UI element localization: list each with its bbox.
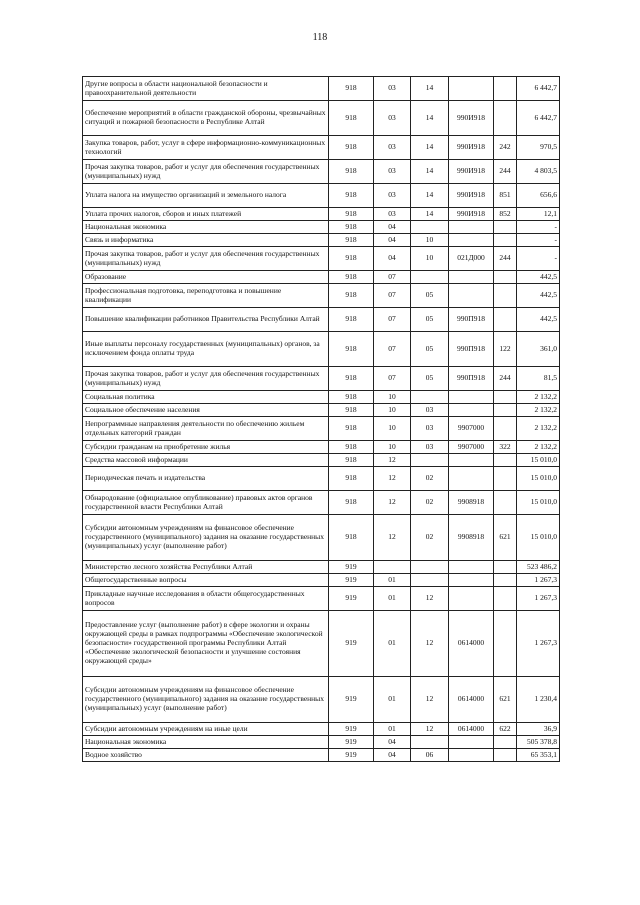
cell-section: 07 — [374, 271, 411, 284]
cell-subsection: 14 — [411, 77, 449, 101]
cell-expense-type: 852 — [494, 208, 517, 221]
cell-section: 03 — [374, 101, 411, 136]
cell-section: 07 — [374, 367, 411, 391]
cell-ministry-code: 919 — [329, 736, 374, 749]
cell-expense-type: 621 — [494, 677, 517, 723]
table-row — [83, 574, 560, 587]
table-row — [83, 234, 560, 247]
table-row — [83, 723, 560, 736]
cell-target-item: 9907000 — [449, 417, 494, 441]
cell-section: 01 — [374, 574, 411, 587]
cell-name: Социальное обеспечение населения — [83, 404, 329, 417]
table-row — [83, 677, 560, 723]
table-row — [83, 308, 560, 332]
cell-expense-type: 851 — [494, 184, 517, 208]
cell-subsection — [411, 454, 449, 467]
cell-ministry-code: 918 — [329, 467, 374, 491]
cell-subsection — [411, 574, 449, 587]
cell-expense-type — [494, 574, 517, 587]
table-row — [83, 208, 560, 221]
cell-ministry-code: 918 — [329, 160, 374, 184]
cell-section: 03 — [374, 77, 411, 101]
cell-expense-type: 242 — [494, 136, 517, 160]
cell-name: Предоставление услуг (выполнение работ) в сфере экологии и охраны окружающей среды в рамках подпрограммы «Обеспечение экологической безопасности» государственной программы Республики Алтай «Обеспечение экологической безопасности и улучшение состояния окружающей среды» — [83, 611, 329, 677]
cell-subsection: 05 — [411, 332, 449, 367]
cell-subsection: 03 — [411, 441, 449, 454]
cell-expense-type — [494, 736, 517, 749]
cell-ministry-code: 918 — [329, 515, 374, 561]
cell-section: 03 — [374, 136, 411, 160]
cell-section: 04 — [374, 221, 411, 234]
cell-ministry-code: 918 — [329, 417, 374, 441]
table-row — [83, 611, 560, 677]
cell-amount: 6 442,7 — [517, 101, 560, 136]
cell-amount: 1 267,3 — [517, 611, 560, 677]
cell-ministry-code: 918 — [329, 271, 374, 284]
cell-target-item: 021Д000 — [449, 247, 494, 271]
cell-amount: 15 010,0 — [517, 467, 560, 491]
cell-target-item: 0614000 — [449, 677, 494, 723]
cell-ministry-code: 919 — [329, 561, 374, 574]
cell-target-item: 9908918 — [449, 491, 494, 515]
budget-table-body — [83, 77, 560, 762]
cell-amount: 1 267,3 — [517, 587, 560, 611]
cell-subsection — [411, 221, 449, 234]
cell-name: Субсидии автономным учреждениям на финансовое обеспечение государственного (муниципального) задания на оказание государственных (муниципальных) услуг (выполнение работ) — [83, 677, 329, 723]
cell-subsection: 12 — [411, 677, 449, 723]
cell-name: Образование — [83, 271, 329, 284]
cell-ministry-code: 919 — [329, 611, 374, 677]
cell-amount: 2 132,2 — [517, 391, 560, 404]
cell-ministry-code: 919 — [329, 749, 374, 762]
cell-expense-type — [494, 491, 517, 515]
cell-amount: 4 803,5 — [517, 160, 560, 184]
cell-amount: 1 267,3 — [517, 574, 560, 587]
cell-target-item — [449, 561, 494, 574]
table-row — [83, 736, 560, 749]
table-row — [83, 467, 560, 491]
cell-section: 03 — [374, 160, 411, 184]
table-row — [83, 271, 560, 284]
cell-subsection: 06 — [411, 749, 449, 762]
cell-section: 04 — [374, 736, 411, 749]
cell-section: 01 — [374, 723, 411, 736]
cell-target-item — [449, 749, 494, 762]
cell-name: Прочая закупка товаров, работ и услуг для обеспечения государственных (муниципальных) нужд — [83, 247, 329, 271]
cell-name: Субсидии автономным учреждениям на финансовое обеспечение государственного (муниципального) задания на оказание государственных (муниципальных) услуг (выполнение работ) — [83, 515, 329, 561]
cell-target-item: 990И918 — [449, 101, 494, 136]
cell-subsection: 03 — [411, 417, 449, 441]
cell-subsection: 14 — [411, 160, 449, 184]
cell-section: 07 — [374, 332, 411, 367]
cell-ministry-code: 918 — [329, 221, 374, 234]
cell-expense-type — [494, 271, 517, 284]
table-row — [83, 561, 560, 574]
cell-target-item: 0614000 — [449, 723, 494, 736]
cell-ministry-code: 918 — [329, 367, 374, 391]
cell-ministry-code: 919 — [329, 587, 374, 611]
cell-expense-type: 322 — [494, 441, 517, 454]
cell-target-item — [449, 234, 494, 247]
cell-amount: 2 132,2 — [517, 404, 560, 417]
cell-expense-type — [494, 454, 517, 467]
table-row — [83, 749, 560, 762]
cell-amount: 361,0 — [517, 332, 560, 367]
cell-section: 01 — [374, 677, 411, 723]
cell-name: Обеспечение мероприятий в области гражданской обороны, чрезвычайных ситуаций и пожарной безопасности в Республике Алтай — [83, 101, 329, 136]
cell-name: Другие вопросы в области национальной безопасности и правоохранительной деятельности — [83, 77, 329, 101]
cell-subsection: 02 — [411, 467, 449, 491]
table-row — [83, 404, 560, 417]
cell-subsection: 10 — [411, 247, 449, 271]
cell-section: 03 — [374, 208, 411, 221]
cell-subsection: 03 — [411, 404, 449, 417]
cell-expense-type — [494, 221, 517, 234]
cell-target-item — [449, 77, 494, 101]
cell-subsection: 12 — [411, 611, 449, 677]
cell-amount: 505 378,8 — [517, 736, 560, 749]
cell-expense-type — [494, 284, 517, 308]
cell-amount: 65 353,1 — [517, 749, 560, 762]
cell-section: 12 — [374, 454, 411, 467]
table-row — [83, 136, 560, 160]
cell-section: 07 — [374, 284, 411, 308]
table-row — [83, 417, 560, 441]
cell-expense-type — [494, 308, 517, 332]
cell-amount: - — [517, 247, 560, 271]
cell-ministry-code: 918 — [329, 284, 374, 308]
cell-name: Прочая закупка товаров, работ и услуг для обеспечения государственных (муниципальных) нужд — [83, 367, 329, 391]
cell-name: Обнародование (официальное опубликование) правовых актов органов государственной власти Республики Алтай — [83, 491, 329, 515]
cell-expense-type: 244 — [494, 367, 517, 391]
cell-name: Повышение квалификации работников Правительства Республики Алтай — [83, 308, 329, 332]
table-row — [83, 491, 560, 515]
cell-subsection: 14 — [411, 136, 449, 160]
table-row — [83, 247, 560, 271]
cell-ministry-code: 918 — [329, 491, 374, 515]
cell-amount: 2 132,2 — [517, 441, 560, 454]
cell-expense-type — [494, 101, 517, 136]
cell-target-item: 990П918 — [449, 332, 494, 367]
cell-subsection — [411, 561, 449, 574]
cell-name: Министерство лесного хозяйства Республики Алтай — [83, 561, 329, 574]
cell-expense-type: 122 — [494, 332, 517, 367]
cell-name: Связь и информатика — [83, 234, 329, 247]
cell-section: 10 — [374, 404, 411, 417]
cell-expense-type — [494, 749, 517, 762]
cell-target-item — [449, 587, 494, 611]
cell-target-item: 990П918 — [449, 308, 494, 332]
table-row — [83, 77, 560, 101]
cell-ministry-code: 918 — [329, 308, 374, 332]
cell-name: Прикладные научные исследования в области общегосударственных вопросов — [83, 587, 329, 611]
cell-expense-type — [494, 77, 517, 101]
cell-ministry-code: 918 — [329, 101, 374, 136]
table-row — [83, 367, 560, 391]
cell-target-item: 0614000 — [449, 611, 494, 677]
cell-ministry-code: 918 — [329, 454, 374, 467]
cell-ministry-code: 919 — [329, 723, 374, 736]
cell-name: Средства массовой информации — [83, 454, 329, 467]
table-row — [83, 515, 560, 561]
cell-amount: 442,5 — [517, 308, 560, 332]
cell-subsection — [411, 736, 449, 749]
cell-amount: 15 010,0 — [517, 454, 560, 467]
cell-section: 04 — [374, 749, 411, 762]
cell-subsection: 14 — [411, 184, 449, 208]
cell-target-item — [449, 284, 494, 308]
table-row — [83, 160, 560, 184]
cell-target-item: 990И918 — [449, 208, 494, 221]
cell-ministry-code: 918 — [329, 77, 374, 101]
cell-expense-type: 621 — [494, 515, 517, 561]
cell-name: Периодическая печать и издательства — [83, 467, 329, 491]
cell-section — [374, 561, 411, 574]
cell-ministry-code: 918 — [329, 441, 374, 454]
cell-name: Непрограммные направления деятельности по обеспечению жильем отдельных категорий граждан — [83, 417, 329, 441]
cell-name: Уплата прочих налогов, сборов и иных платежей — [83, 208, 329, 221]
cell-section: 01 — [374, 611, 411, 677]
table-row — [83, 332, 560, 367]
table-row — [83, 441, 560, 454]
cell-subsection: 05 — [411, 308, 449, 332]
cell-ministry-code: 918 — [329, 234, 374, 247]
cell-expense-type: 244 — [494, 160, 517, 184]
cell-amount: 12,1 — [517, 208, 560, 221]
cell-ministry-code: 919 — [329, 677, 374, 723]
cell-section: 03 — [374, 184, 411, 208]
cell-subsection: 05 — [411, 367, 449, 391]
cell-amount: 442,5 — [517, 284, 560, 308]
cell-subsection — [411, 271, 449, 284]
cell-name: Иные выплаты персоналу государственных (муниципальных) органов, за исключением фонда оплаты труда — [83, 332, 329, 367]
cell-name: Национальная экономика — [83, 221, 329, 234]
cell-amount: - — [517, 221, 560, 234]
cell-section: 10 — [374, 391, 411, 404]
cell-expense-type — [494, 234, 517, 247]
cell-ministry-code: 918 — [329, 136, 374, 160]
cell-section: 04 — [374, 247, 411, 271]
cell-amount: 523 486,2 — [517, 561, 560, 574]
cell-subsection: 12 — [411, 587, 449, 611]
cell-section: 01 — [374, 587, 411, 611]
cell-name: Национальная экономика — [83, 736, 329, 749]
cell-expense-type — [494, 561, 517, 574]
cell-expense-type: 244 — [494, 247, 517, 271]
cell-amount: 1 230,4 — [517, 677, 560, 723]
cell-amount: 442,5 — [517, 271, 560, 284]
cell-amount: - — [517, 234, 560, 247]
cell-subsection: 05 — [411, 284, 449, 308]
cell-subsection: 02 — [411, 515, 449, 561]
cell-subsection — [411, 391, 449, 404]
table-row — [83, 391, 560, 404]
table-row — [83, 221, 560, 234]
cell-target-item: 990И918 — [449, 160, 494, 184]
table-row — [83, 454, 560, 467]
table-row — [83, 587, 560, 611]
cell-expense-type — [494, 404, 517, 417]
cell-subsection: 14 — [411, 208, 449, 221]
cell-target-item — [449, 454, 494, 467]
cell-section: 10 — [374, 417, 411, 441]
table-row — [83, 184, 560, 208]
cell-target-item — [449, 271, 494, 284]
cell-amount: 656,6 — [517, 184, 560, 208]
cell-target-item: 9908918 — [449, 515, 494, 561]
cell-expense-type — [494, 467, 517, 491]
cell-ministry-code: 918 — [329, 391, 374, 404]
cell-name: Уплата налога на имущество организаций и земельного налога — [83, 184, 329, 208]
cell-target-item — [449, 574, 494, 587]
table-row — [83, 284, 560, 308]
cell-name: Субсидии автономным учреждениям на иные цели — [83, 723, 329, 736]
cell-subsection: 12 — [411, 723, 449, 736]
cell-name: Профессиональная подготовка, переподготовка и повышение квалификации — [83, 284, 329, 308]
cell-target-item: 990И918 — [449, 136, 494, 160]
cell-target-item — [449, 221, 494, 234]
cell-ministry-code: 919 — [329, 574, 374, 587]
cell-expense-type — [494, 587, 517, 611]
cell-section: 12 — [374, 467, 411, 491]
budget-table — [82, 76, 560, 762]
cell-amount: 15 010,0 — [517, 491, 560, 515]
cell-section: 12 — [374, 491, 411, 515]
cell-name: Закупка товаров, работ, услуг в сфере информационно-коммуникационных технологий — [83, 136, 329, 160]
page-number: 118 — [312, 32, 328, 43]
cell-expense-type — [494, 611, 517, 677]
cell-amount: 81,5 — [517, 367, 560, 391]
cell-ministry-code: 918 — [329, 247, 374, 271]
cell-target-item — [449, 391, 494, 404]
cell-amount: 970,5 — [517, 136, 560, 160]
cell-ministry-code: 918 — [329, 332, 374, 367]
cell-ministry-code: 918 — [329, 184, 374, 208]
cell-section: 04 — [374, 234, 411, 247]
cell-target-item: 990П918 — [449, 367, 494, 391]
cell-subsection: 10 — [411, 234, 449, 247]
cell-target-item — [449, 736, 494, 749]
table-row — [83, 101, 560, 136]
cell-expense-type — [494, 417, 517, 441]
cell-amount: 15 010,0 — [517, 515, 560, 561]
cell-expense-type — [494, 391, 517, 404]
cell-subsection: 02 — [411, 491, 449, 515]
cell-section: 07 — [374, 308, 411, 332]
cell-target-item: 990И918 — [449, 184, 494, 208]
cell-name: Водное хозяйство — [83, 749, 329, 762]
cell-subsection: 14 — [411, 101, 449, 136]
cell-ministry-code: 918 — [329, 208, 374, 221]
cell-target-item: 9907000 — [449, 441, 494, 454]
cell-section: 10 — [374, 441, 411, 454]
cell-name: Субсидии гражданам на приобретение жилья — [83, 441, 329, 454]
cell-name: Общегосударственные вопросы — [83, 574, 329, 587]
cell-name: Социальная политика — [83, 391, 329, 404]
cell-amount: 2 132,2 — [517, 417, 560, 441]
cell-amount: 6 442,7 — [517, 77, 560, 101]
cell-amount: 36,9 — [517, 723, 560, 736]
cell-expense-type: 622 — [494, 723, 517, 736]
cell-section: 12 — [374, 515, 411, 561]
cell-target-item — [449, 467, 494, 491]
cell-ministry-code: 918 — [329, 404, 374, 417]
cell-name: Прочая закупка товаров, работ и услуг для обеспечения государственных (муниципальных) нужд — [83, 160, 329, 184]
cell-target-item — [449, 404, 494, 417]
